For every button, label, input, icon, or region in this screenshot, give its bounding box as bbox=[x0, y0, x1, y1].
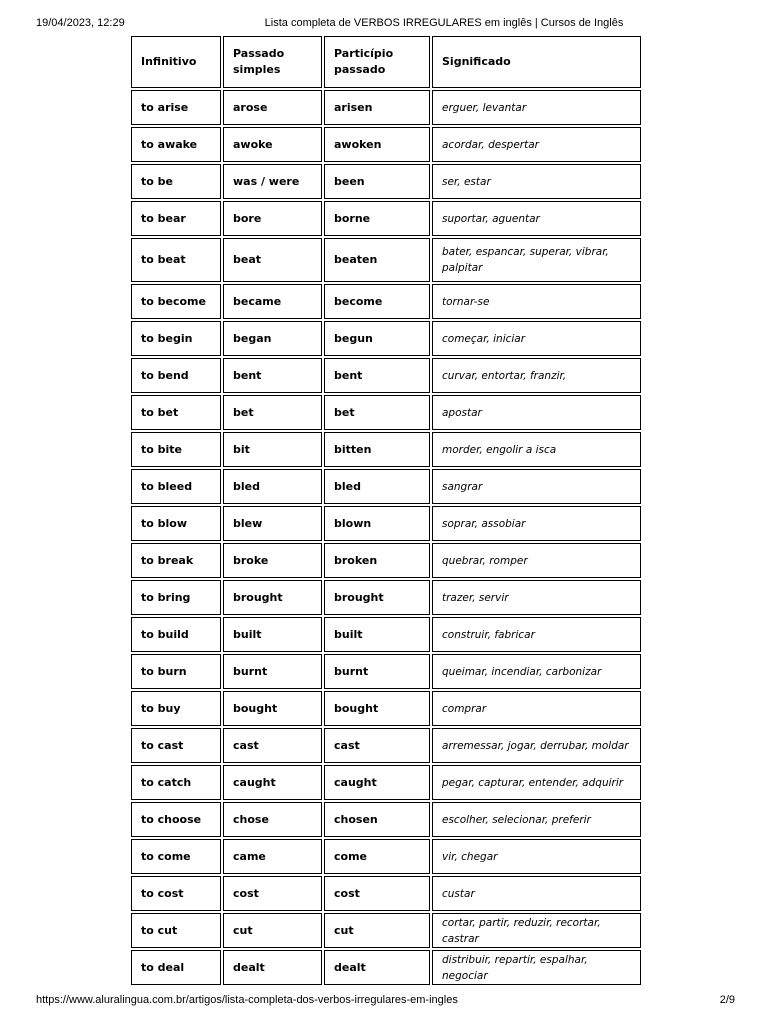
simple-past-cell: beat bbox=[223, 238, 322, 282]
header-simple-past: Passado simples bbox=[223, 36, 322, 88]
meaning-cell: trazer, servir bbox=[432, 580, 641, 615]
table-row bbox=[131, 90, 641, 125]
infinitive-cell: to cut bbox=[131, 913, 221, 948]
simple-past-cell: caught bbox=[223, 765, 322, 800]
past-participle-cell: cut bbox=[324, 913, 430, 948]
simple-past-cell: bore bbox=[223, 201, 322, 236]
table-row bbox=[131, 728, 641, 763]
infinitive-cell: to be bbox=[131, 164, 221, 199]
table-row bbox=[131, 876, 641, 911]
table-row bbox=[131, 950, 641, 985]
table-row bbox=[131, 127, 641, 162]
page-url: https://www.aluralingua.com.br/artigos/lista-completa-dos-verbos-irregulares-em-ingles bbox=[36, 994, 458, 1006]
meaning-cell: curvar, entortar, franzir, bbox=[432, 358, 641, 393]
past-participle-cell: come bbox=[324, 839, 430, 874]
table-row bbox=[131, 802, 641, 837]
table-row bbox=[131, 506, 641, 541]
simple-past-cell: began bbox=[223, 321, 322, 356]
meaning-cell: distribuir, repartir, espalhar, negociar bbox=[432, 950, 641, 985]
simple-past-cell: broke bbox=[223, 543, 322, 578]
table-row bbox=[131, 839, 641, 874]
infinitive-cell: to blow bbox=[131, 506, 221, 541]
past-participle-cell: borne bbox=[324, 201, 430, 236]
infinitive-cell: to cost bbox=[131, 876, 221, 911]
simple-past-cell: burnt bbox=[223, 654, 322, 689]
infinitive-cell: to catch bbox=[131, 765, 221, 800]
simple-past-cell: arose bbox=[223, 90, 322, 125]
infinitive-cell: to arise bbox=[131, 90, 221, 125]
header-meaning: Significado bbox=[432, 36, 641, 88]
meaning-cell: comprar bbox=[432, 691, 641, 726]
simple-past-cell: built bbox=[223, 617, 322, 652]
past-participle-cell: arisen bbox=[324, 90, 430, 125]
past-participle-cell: begun bbox=[324, 321, 430, 356]
simple-past-cell: awoke bbox=[223, 127, 322, 162]
table-row bbox=[131, 765, 641, 800]
simple-past-cell: became bbox=[223, 284, 322, 319]
past-participle-cell: burnt bbox=[324, 654, 430, 689]
infinitive-cell: to burn bbox=[131, 654, 221, 689]
past-participle-cell: bitten bbox=[324, 432, 430, 467]
past-participle-cell: cast bbox=[324, 728, 430, 763]
simple-past-cell: cast bbox=[223, 728, 322, 763]
infinitive-cell: to bet bbox=[131, 395, 221, 430]
meaning-cell: pegar, capturar, entender, adquirir bbox=[432, 765, 641, 800]
table-header-row bbox=[131, 36, 641, 88]
infinitive-cell: to deal bbox=[131, 950, 221, 985]
past-participle-cell: bet bbox=[324, 395, 430, 430]
simple-past-cell: cut bbox=[223, 913, 322, 948]
meaning-cell: tornar-se bbox=[432, 284, 641, 319]
meaning-cell: arremessar, jogar, derrubar, moldar bbox=[432, 728, 641, 763]
table-row bbox=[131, 164, 641, 199]
simple-past-cell: bled bbox=[223, 469, 322, 504]
print-header bbox=[0, 0, 768, 36]
table-row bbox=[131, 469, 641, 504]
past-participle-cell: blown bbox=[324, 506, 430, 541]
simple-past-cell: dealt bbox=[223, 950, 322, 985]
print-footer bbox=[0, 994, 768, 1014]
infinitive-cell: to choose bbox=[131, 802, 221, 837]
past-participle-cell: dealt bbox=[324, 950, 430, 985]
infinitive-cell: to bear bbox=[131, 201, 221, 236]
table-row bbox=[131, 691, 641, 726]
meaning-cell: cortar, partir, reduzir, recortar, castrar bbox=[432, 913, 641, 948]
meaning-cell: construir, fabricar bbox=[432, 617, 641, 652]
infinitive-cell: to bleed bbox=[131, 469, 221, 504]
infinitive-cell: to bend bbox=[131, 358, 221, 393]
meaning-cell: custar bbox=[432, 876, 641, 911]
meaning-cell: quebrar, romper bbox=[432, 543, 641, 578]
print-date: 19/04/2023, 12:29 bbox=[36, 17, 125, 29]
header-past-participle: Particípio passado bbox=[324, 36, 430, 88]
meaning-cell: suportar, aguentar bbox=[432, 201, 641, 236]
table-row bbox=[131, 543, 641, 578]
infinitive-cell: to beat bbox=[131, 238, 221, 282]
simple-past-cell: was / were bbox=[223, 164, 322, 199]
meaning-cell: apostar bbox=[432, 395, 641, 430]
simple-past-cell: brought bbox=[223, 580, 322, 615]
meaning-cell: escolher, selecionar, preferir bbox=[432, 802, 641, 837]
table-row bbox=[131, 201, 641, 236]
header-infinitive: Infinitivo bbox=[131, 36, 221, 88]
page-title: Lista completa de VERBOS IRREGULARES em inglês | Cursos de Inglês bbox=[264, 17, 624, 29]
infinitive-cell: to break bbox=[131, 543, 221, 578]
past-participle-cell: bled bbox=[324, 469, 430, 504]
infinitive-cell: to come bbox=[131, 839, 221, 874]
past-participle-cell: become bbox=[324, 284, 430, 319]
infinitive-cell: to become bbox=[131, 284, 221, 319]
meaning-cell: vir, chegar bbox=[432, 839, 641, 874]
infinitive-cell: to cast bbox=[131, 728, 221, 763]
simple-past-cell: blew bbox=[223, 506, 322, 541]
simple-past-cell: cost bbox=[223, 876, 322, 911]
past-participle-cell: bought bbox=[324, 691, 430, 726]
meaning-cell: sangrar bbox=[432, 469, 641, 504]
past-participle-cell: built bbox=[324, 617, 430, 652]
infinitive-cell: to begin bbox=[131, 321, 221, 356]
meaning-cell: erguer, levantar bbox=[432, 90, 641, 125]
past-participle-cell: been bbox=[324, 164, 430, 199]
table-row bbox=[131, 395, 641, 430]
table-row bbox=[131, 238, 641, 282]
infinitive-cell: to buy bbox=[131, 691, 221, 726]
past-participle-cell: awoken bbox=[324, 127, 430, 162]
meaning-cell: soprar, assobiar bbox=[432, 506, 641, 541]
infinitive-cell: to bite bbox=[131, 432, 221, 467]
past-participle-cell: bent bbox=[324, 358, 430, 393]
past-participle-cell: cost bbox=[324, 876, 430, 911]
simple-past-cell: bit bbox=[223, 432, 322, 467]
table-row bbox=[131, 321, 641, 356]
table-row bbox=[131, 913, 641, 948]
past-participle-cell: caught bbox=[324, 765, 430, 800]
table-row bbox=[131, 284, 641, 319]
past-participle-cell: beaten bbox=[324, 238, 430, 282]
meaning-cell: queimar, incendiar, carbonizar bbox=[432, 654, 641, 689]
meaning-cell: bater, espancar, superar, vibrar, palpitar bbox=[432, 238, 641, 282]
page-number: 2/9 bbox=[719, 994, 735, 1006]
infinitive-cell: to build bbox=[131, 617, 221, 652]
table-row bbox=[131, 580, 641, 615]
meaning-cell: acordar, despertar bbox=[432, 127, 641, 162]
simple-past-cell: bought bbox=[223, 691, 322, 726]
simple-past-cell: chose bbox=[223, 802, 322, 837]
past-participle-cell: brought bbox=[324, 580, 430, 615]
meaning-cell: começar, iniciar bbox=[432, 321, 641, 356]
simple-past-cell: came bbox=[223, 839, 322, 874]
past-participle-cell: broken bbox=[324, 543, 430, 578]
table-row bbox=[131, 617, 641, 652]
simple-past-cell: bet bbox=[223, 395, 322, 430]
infinitive-cell: to awake bbox=[131, 127, 221, 162]
simple-past-cell: bent bbox=[223, 358, 322, 393]
irregular-verbs-table bbox=[129, 34, 643, 987]
table-row bbox=[131, 358, 641, 393]
table-row bbox=[131, 432, 641, 467]
past-participle-cell: chosen bbox=[324, 802, 430, 837]
table-row bbox=[131, 654, 641, 689]
infinitive-cell: to bring bbox=[131, 580, 221, 615]
meaning-cell: morder, engolir a isca bbox=[432, 432, 641, 467]
meaning-cell: ser, estar bbox=[432, 164, 641, 199]
